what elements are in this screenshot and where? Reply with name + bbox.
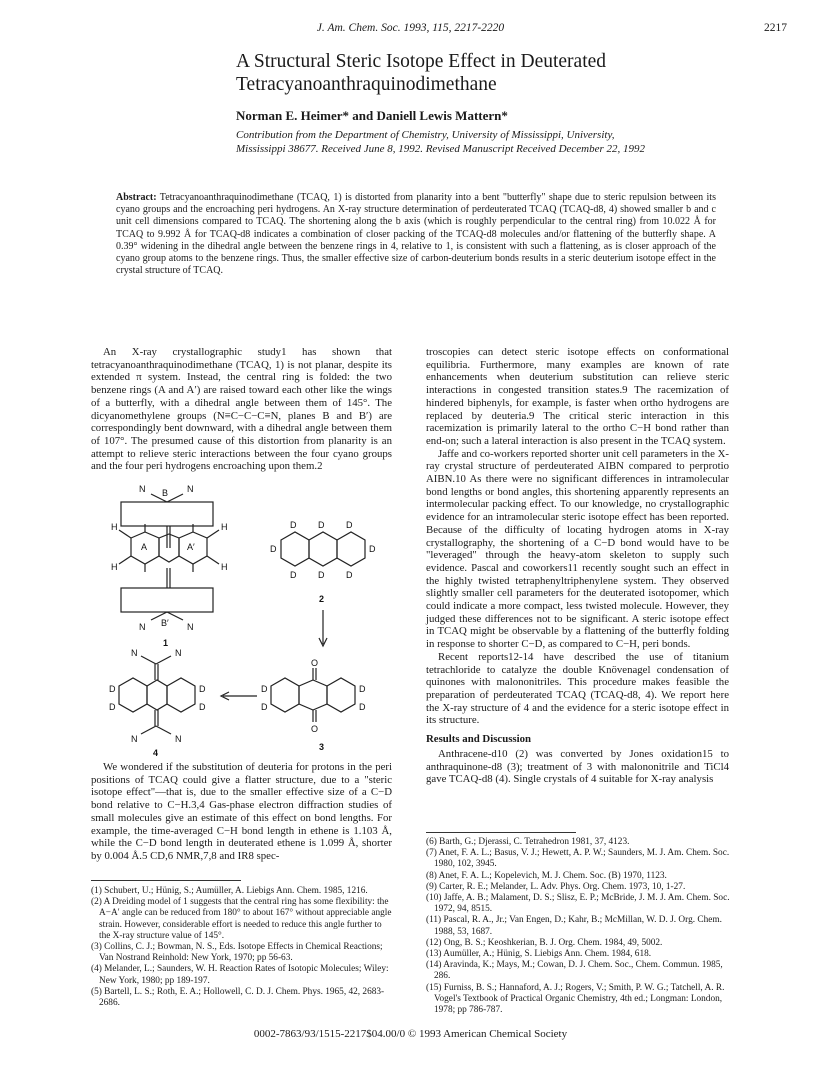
atom-h-4: H [221,562,228,572]
footnote-divider-right [426,832,576,833]
section-heading: Results and Discussion [426,733,532,746]
compound-1-label: 1 [163,638,169,648]
abstract [116,192,716,277]
atom-n-7: N [131,734,138,744]
atom-d-3a: D [261,684,268,694]
atom-d-2e: D [369,544,376,554]
atom-n-2: N [187,484,194,494]
compound-3-label: 3 [319,742,325,752]
atom-d-3d: D [359,702,366,712]
atom-h-1: H [111,522,118,532]
atom-n-4: N [187,622,194,632]
atom-d-2g: D [318,570,325,580]
paragraph-intro: An X-ray crystallographic study1 has shown that tetracyanoanthraquinodimethane (TCAQ, 1) is not planar, despite its extended π system. Instead, the central ring is folded: the two benzene rings (A and A′) are raised toward each other like the wings of a butterfly, with a dihedral angle between them of 145°. The dicyanomethylene groups (N≡C−C−C≡N, planes B and B′) are correspondingly bent downward, with a dihedral angle between them of 107°. The presumed cause of this distortion from planarity is an attempt to relieve steric interactions between the four cyano groups and the four peri hydrogens encroaching upon them.2 [91,346,392,473]
footnote-13: (13) Aumüller, A.; Hünig, S. Liebigs Ann. Chem. 1984, 618. [426,949,652,960]
paragraph-spectroscopy: troscopies can detect steric isotope effects on conformational equilibria. Furthermore, many examples are known of rate enhancements when deuterium substitution can relieve steric interactions in congested transition states.9 The racemization of hindered biphenyls, for example, is faster when ortho hydrogens are replaced by deuteria.9 The critical steric interaction in this racemization is primarily lateral to the ortho C−H bond rather than end-on; such a lateral interaction is also present in the TCAQ system. [426,346,729,447]
footnote-7: (7) Anet, F. A. L.; Basus, V. J.; Hewett, A. P. W.; Saunders, M. J. Am. Chem. Soc. 1980, 102, 3945. [426,848,730,870]
scheme-figure [91,480,391,760]
atom-n-3: N [139,622,146,632]
footnote-14: (14) Aravinda, K.; Mays, M.; Cowan, D. J. Chem. Soc., Chem. Commun. 1985, 286. [426,960,723,982]
footnote-6: (6) Barth, G.; Djerassi, C. Tetrahedron 1981, 37, 4123. [426,837,630,847]
paragraph-jaffe: Jaffe and co-workers reported shorter unit cell parameters in the X-ray crystal structure of perdeuterated AIBN compared to perprotio AIBN.10 As there were no significant differences in intramolecular bond lengths or bond angles, this shortening apparently represents an intermolecular packing effect. To our knowledge, no crystallographic evidence for an intramolecular steric isotope effect has been reported. Because of the difficulty of locating hydrogen atoms in X-ray crystallography, the shortening of a C−D bond would have to be "leveraged" through the heavy-atom skeleton to supply such evidence. Pascal and coworkers11 recently sought such an effect in the highly twisted tetraphenyltriphenylene system. They observed slightly smaller cell parameters for the deuterated isotopomer, which could indicate a more compact, less twisted molecule. However, they judged these differences not to be significant. A steric isotope effect in TCAQ might be observable by a flattening of the butterfly folding in response to shorter C−D, as compared to C−H, peri bonds. [426,447,729,651]
footnote-1: (1) Schubert, U.; Hünig, S.; Aumüller, A. Liebigs Ann. Chem. 1985, 1216. [91,886,368,896]
footnote-12: (12) Ong, B. S.; Keoshkerian, B. J. Org. Chem. 1984, 49, 5002. [426,937,663,948]
atom-d-2a: D [290,520,297,530]
title-line-1: A Structural Steric Isotope Effect in Deuterated [236,51,607,72]
plane-b-label: B [162,488,169,498]
atom-n-8: N [175,734,182,744]
abstract-text: Tetracyanoanthraquinodimethane (TCAQ, 1) is distorted from planarity into a bent "butterfly" shape due to steric repulsion between its cyano groups and the encroaching peri hydrogens. An X-ray structure determination of perdeuterated TCAQ (TCAQ-d8, 4) showed smaller b and c unit cell dimensions compared to TCAQ. The shortening along the b axis (which is roughly perpendicular to the central ring) from 10.022 Å for TCAQ to 9.992 Å for TCAQ-d8 indicates a combination of closer packing of the TCAQ-d8 molecules and/or flattening of the butterfly shape. A 0.39° widening in the dihedral angle between the benzene rings in 4, relative to 1, is consistent with such a flattening, as is closer approach of the cyano group atoms to the benzene rings. Thus, the smaller effective size of carbon-deuterium bonds results in a steric deuterium isotope effect in the crystal structure of TCAQ. [116,192,716,277]
atom-d-2h: D [346,570,353,580]
atom-d-2b: D [318,520,325,530]
paragraph-recent-reports: Recent reports12-14 have described the use of titanium tetrachloride to catalyze the double Knövenagel condensation of quinones with malononitriles. This procedure makes feasible the preparation of perdeuterated TCAQ (TCAQ-d8, 4). We report here the X-ray structure of 4 and the evidence for a steric isotope effect in its structure. [426,650,729,727]
contribution-line-2: Mississippi 38677. Received June 8, 1992. Revised Manuscript Received December 22, 1992 [236,143,646,155]
contribution-line-1: Contribution from the Department of Chemistry, University of Mississippi, University, [236,129,615,141]
atom-o-2: O [311,724,319,734]
running-header [0,22,821,38]
atom-d-3b: D [261,702,268,712]
atom-d-4c: D [199,684,206,694]
title-line-2: Tetracyanoanthraquinodimethane [236,74,497,95]
footnote-10: (10) Jaffe, A. B.; Malament, D. S.; Slisz, E. P.; McBride, J. M. J. Am. Chem. Soc. 1972, 94, 8515. [426,893,730,915]
page-footer: 0002-7863/93/1515-2217$04.00/0 © 1993 American Chemical Society [253,1028,568,1040]
atom-d-2d: D [270,544,277,554]
footnotes-left [91,886,395,1009]
atom-n-6: N [175,648,182,658]
footnotes-right [426,837,730,1016]
atom-h-2: H [111,562,118,572]
atom-d-2c: D [346,520,353,530]
atom-d-4b: D [109,702,116,712]
paragraph-hypothesis: We wondered if the substitution of deuteria for protons in the peri positions of TCAQ could give a flatter structure, due to a "steric isotope effect"—that is, due to the smaller effective size of a C−D bond relative to C−H.3,4 Gas-phase electron diffraction studies of small molecules give an estimate of this effect on bond lengths. For example, the time-averaged C−H bond length in ethene is 1.103 Å, while the C−D bond length in deuterated ethene is 1.099 Å, shorter by 0.004 Å.5 CD,6 NMR,7,8 and IR8 spec- [91,761,392,862]
footnote-5: (5) Bartell, L. S.; Roth, E. A.; Hollowell, C. D. J. Chem. Phys. 1965, 42, 2683-2686. [91,986,385,1009]
authors: Norman E. Heimer* and Daniell Lewis Mattern* [236,108,508,123]
article-title [236,50,756,96]
atom-d-3c: D [359,684,366,694]
right-column [426,346,729,786]
page-number: 2217 [764,22,787,34]
abstract-label: Abstract: [116,192,157,203]
left-column-top [91,346,392,473]
footnote-15: (15) Furniss, B. S.; Hannaford, A. J.; Rogers, V.; Smith, P. W. G.; Tatchell, A. R. Vogel's Textbook of Practical Organic Chemistry, 4th ed.; Longman: London, 1978; pp 786-787. [426,982,725,1016]
plane-b-prime-label: B′ [161,618,169,628]
compound-4-label: 4 [153,748,159,758]
footnote-divider-left [91,880,241,881]
left-column-bottom [91,761,392,863]
footnote-9: (9) Carter, R. E.; Melander, L. Adv. Phys. Org. Chem. 1973, 10, 1-27. [426,881,686,892]
footnote-11: (11) Pascal, R. A., Jr.; Van Engen, D.; Kahr, B.; McMillan, W. D. J. Org. Chem. 1988, 53, 1687. [426,915,722,937]
footnote-2: (2) A Dreiding model of 1 suggests that the central ring has some flexibility: the A−A′ angle can be reduced from 180° to about 167° without appreciable angle strain. However, considerable effort is needed to reduce this angle further to the X-ray structure value of 145°. [91,897,392,941]
atom-d-2f: D [290,570,297,580]
footnote-4: (4) Melander, L.; Saunders, W. H. Reaction Rates of Isotopic Molecules; Wiley: New York, 1980; pp 189-197. [91,964,389,986]
journal-citation: J. Am. Chem. Soc. 1993, 115, 2217-2220 [316,22,505,34]
footnote-3: (3) Collins, C. J.; Bowman, N. S., Eds. Isotope Effects in Chemical Reactions; Van Nostrand Reinhold: New York, 1970; pp 56-63. [91,942,383,964]
atom-n-1: N [139,484,146,494]
atom-n-5: N [131,648,138,658]
atom-d-4d: D [199,702,206,712]
paragraph-results: Anthracene-d10 (2) was converted by Jones oxidation15 to anthraquinone-d8 (3); treatment of 3 with malononitrile and TiCl4 gave TCAQ-d8 (4). Single crystals of 4 suitable for X-ray analysis [426,747,729,786]
compound-2-label: 2 [319,594,325,604]
ring-a-prime-label: A′ [187,542,195,552]
atom-h-3: H [221,522,228,532]
atom-d-4a: D [109,684,116,694]
ring-a-label: A [141,542,148,552]
atom-o-1: O [311,658,319,668]
footnote-8: (8) Anet, F. A. L.; Kopelevich, M. J. Chem. Soc. (B) 1970, 1123. [426,870,667,881]
contribution-note [236,128,776,156]
